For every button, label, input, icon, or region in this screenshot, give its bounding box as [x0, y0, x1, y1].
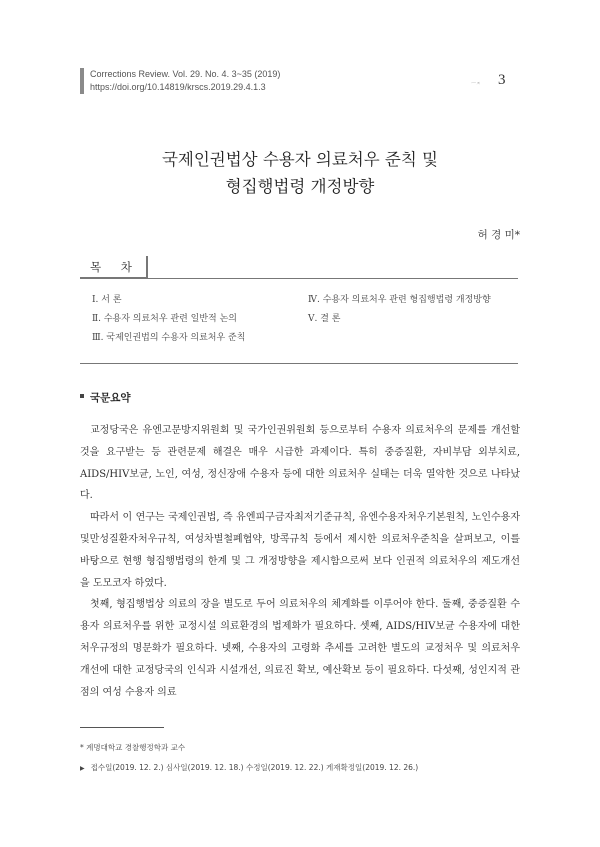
author-affiliation-note: * 계명대학교 경찰행정학과 교수: [80, 743, 186, 752]
author-name: 허 경 미*: [477, 229, 520, 241]
abstract-paragraph: 교정당국은 유엔고문방지위원회 및 국가인권위원회 등으로부터 수용자 의료처우의 문제를 개선할 것을 요구받는 등 관련문제 해결은 매우 시급한 과제이다. 특히 중증질환, 자비부담 외부치료, AIDS/HIV보균, 노인, 여성, 정신장애 수용자 등에 대한 의료처우 실태는 더욱 열악한 것으로 나타났다.: [80, 425, 520, 502]
title-line-2: 형집행법령 개정방향: [225, 177, 375, 196]
footnote-divider: [80, 727, 164, 728]
running-mark: ㅡㅈ: [471, 81, 481, 87]
abstract-heading: [80, 390, 131, 405]
toc-label: 목 차: [90, 260, 140, 274]
toc-item[interactable]: Ⅴ. 결 론: [308, 314, 341, 324]
triangle-bullet-icon: ▶: [80, 765, 85, 772]
submission-dates-text: 접수일(2019. 12. 2.) 심사일(2019. 12. 18.) 수정일(2019. 12. 22.) 게재확정일(2019. 12. 26.): [90, 763, 419, 772]
abstract-paragraph: 따라서 이 연구는 국제인권법, 즉 유엔피구금자최저기준규칙, 유엔수용자처우기본원칙, 노인수용자및만성질환자처우규칙, 여성차별철폐협약, 방콕규칙 등에서 제시한 의료처우준칙을 살펴보고, 이를 바탕으로 현행 형집행법령의 한계 및 그 개정방향을 제시함으로써 보다 인권적 의료처우의 제도개선을 도모코자 하였다.: [80, 512, 520, 589]
toc-item[interactable]: Ⅱ. 수용자 의료처우 관련 일반적 논의: [92, 314, 237, 324]
table-of-contents: [80, 256, 520, 364]
square-bullet-icon: [80, 394, 84, 398]
page-number: 3: [498, 72, 506, 88]
title-line-1: 국제인권법상 수용자 의료처우 준칙 및: [161, 150, 438, 169]
toc-left-column: [92, 291, 245, 348]
submission-dates-note: [80, 758, 520, 779]
abstract-body: [80, 420, 520, 703]
toc-item[interactable]: Ⅰ. 서 론: [92, 295, 122, 305]
footnotes: [80, 738, 520, 779]
toc-right-column: [308, 291, 491, 329]
abstract-paragraph: 첫째, 형집행법상 의료의 장을 별도로 두어 의료처우의 체계화를 이루어야 한다. 둘째, 중증질환 수용자 의료처우를 위한 교정시설 의료환경의 법제화가 필요하다. 셋째, AIDS/HIV보균 수용자에 대한 처우규정의 명문화가 필요하다. 넷째, 수용자의 고령화 추세를 고려한 별도의 교정처우 및 의료처우 개선에 대한 교정당국의 인식과 시설개선, 의료진 확보, 예산확보 등이 필요하다. 다섯째, 성인지적 관점의 여성 수용자 의료: [80, 599, 520, 698]
header-accent-bar: [80, 68, 84, 94]
toc-label-box: [80, 256, 148, 278]
abstract-heading-text: 국문요약: [90, 392, 131, 404]
doi-link[interactable]: https://doi.org/10.14819/krscs.2019.29.4.1.3: [90, 82, 266, 92]
toc-box: [80, 278, 518, 364]
journal-info: [90, 68, 280, 94]
article-title: [60, 146, 540, 200]
toc-item[interactable]: Ⅲ. 국제인권법의 수용자 의료처우 준칙: [92, 333, 246, 343]
journal-citation: Corrections Review. Vol. 29. No. 4. 3~35 (2019): [90, 69, 281, 79]
toc-item[interactable]: Ⅳ. 수용자 의료처우 관련 형집행법령 개정방향: [308, 295, 491, 305]
